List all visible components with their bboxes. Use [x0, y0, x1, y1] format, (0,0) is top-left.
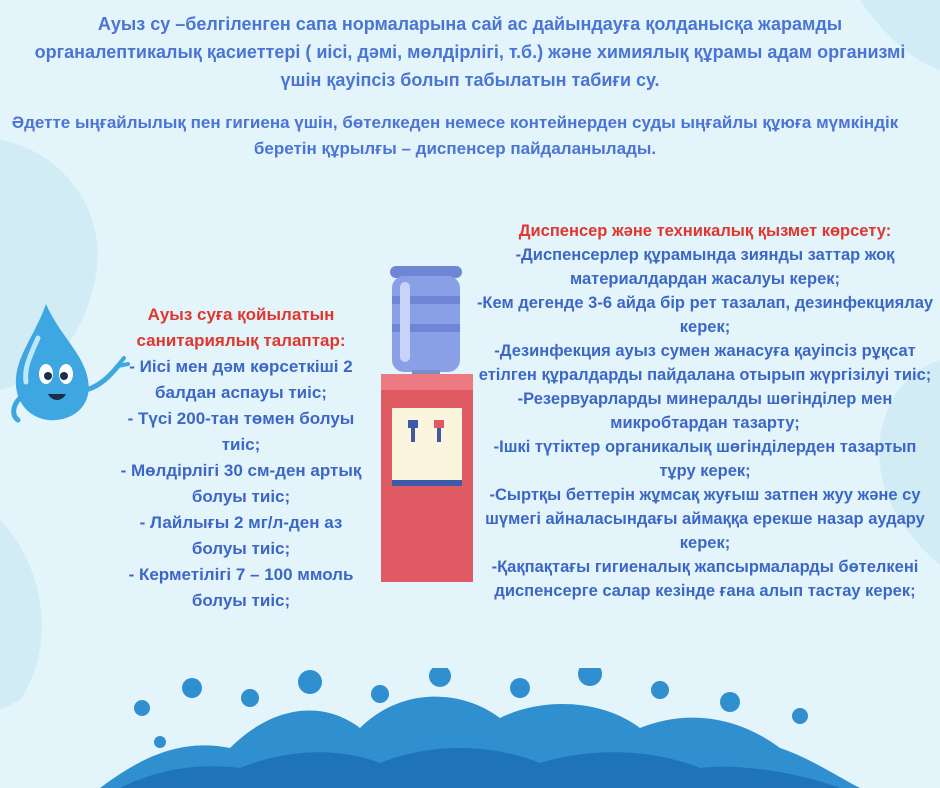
requirement-item: - Мөлдірлігі 30 см-ден артық болуы тиіс; — [120, 461, 362, 506]
dispenser-maintenance-heading: Диспенсер және техникалық қызмет көрсету: — [518, 222, 892, 240]
maintenance-item: -Диспенсерлер құрамында зиянды заттар жоқ материалдардан жасалуы керек; — [515, 246, 895, 288]
requirement-item: - Түсі 200-тан төмен болуы тиіс; — [127, 409, 355, 454]
background-blob-bottom-left — [0, 520, 42, 710]
requirement-item: - Иісі мен дәм көрсеткіші 2 балдан аспауы тиіс; — [129, 357, 353, 402]
water-splash-decoration — [100, 668, 860, 788]
maintenance-item: -Кем дегенде 3-6 айда бір рет тазалап, дезинфекциялау керек; — [476, 294, 934, 336]
sanitary-requirements-section — [110, 302, 372, 614]
requirement-item: - Лайлығы 2 мг/л-ден аз болуы тиіс; — [139, 513, 343, 558]
requirement-item: - Керметілігі 7 – 100 ммоль болуы тиіс; — [128, 565, 354, 610]
dispenser-maintenance-section — [474, 219, 936, 603]
intro-paragraph: Ауыз су –белгіленген сапа нормаларына сай ас дайындауға қолданысқа жарамды органалептикалық қасиеттері ( иісі, дәмі, мөлдірлігі, т.б.) және химиялық құрамы адам организмі үшін қауіпсіз болып табылатын табиғи су. — [34, 14, 906, 90]
maintenance-item: -Қақпақтағы гигиеналық жапсырмаларды бөтелкені диспенсерге салар кезінде ғана алып тастау керек; — [491, 558, 919, 600]
maintenance-item: -Дезинфекция ауыз сумен жанасуға қауіпсіз рұқсат етілген құралдарды пайдалана отырып жүргізілуі тиіс; — [478, 342, 932, 384]
maintenance-item: -Резервуарларды минералды шөгінділер мен микробтардан тазарту; — [517, 390, 893, 432]
dispenser-intro-paragraph: Әдетте ыңғайлылық пен гигиена үшін, бөтелкеден немесе контейнерден суды ыңғайлы құюға мүмкіндік беретін құрылғы – диспенсер пайдаланылады. — [11, 113, 899, 158]
water-dispenser-illustration — [378, 262, 478, 584]
sanitary-requirements-heading: Ауыз суға қойылатын санитариялық талаптар: — [136, 305, 346, 350]
maintenance-item: -Ішкі түтіктер органикалық шөгінділерден тазартып тұру керек; — [493, 438, 917, 480]
maintenance-item: -Сыртқы беттерін жұмсақ жуғыш затпен жуу және су шүмегі айналасындағы аймаққа ерекше назар аудару керек; — [485, 486, 925, 552]
